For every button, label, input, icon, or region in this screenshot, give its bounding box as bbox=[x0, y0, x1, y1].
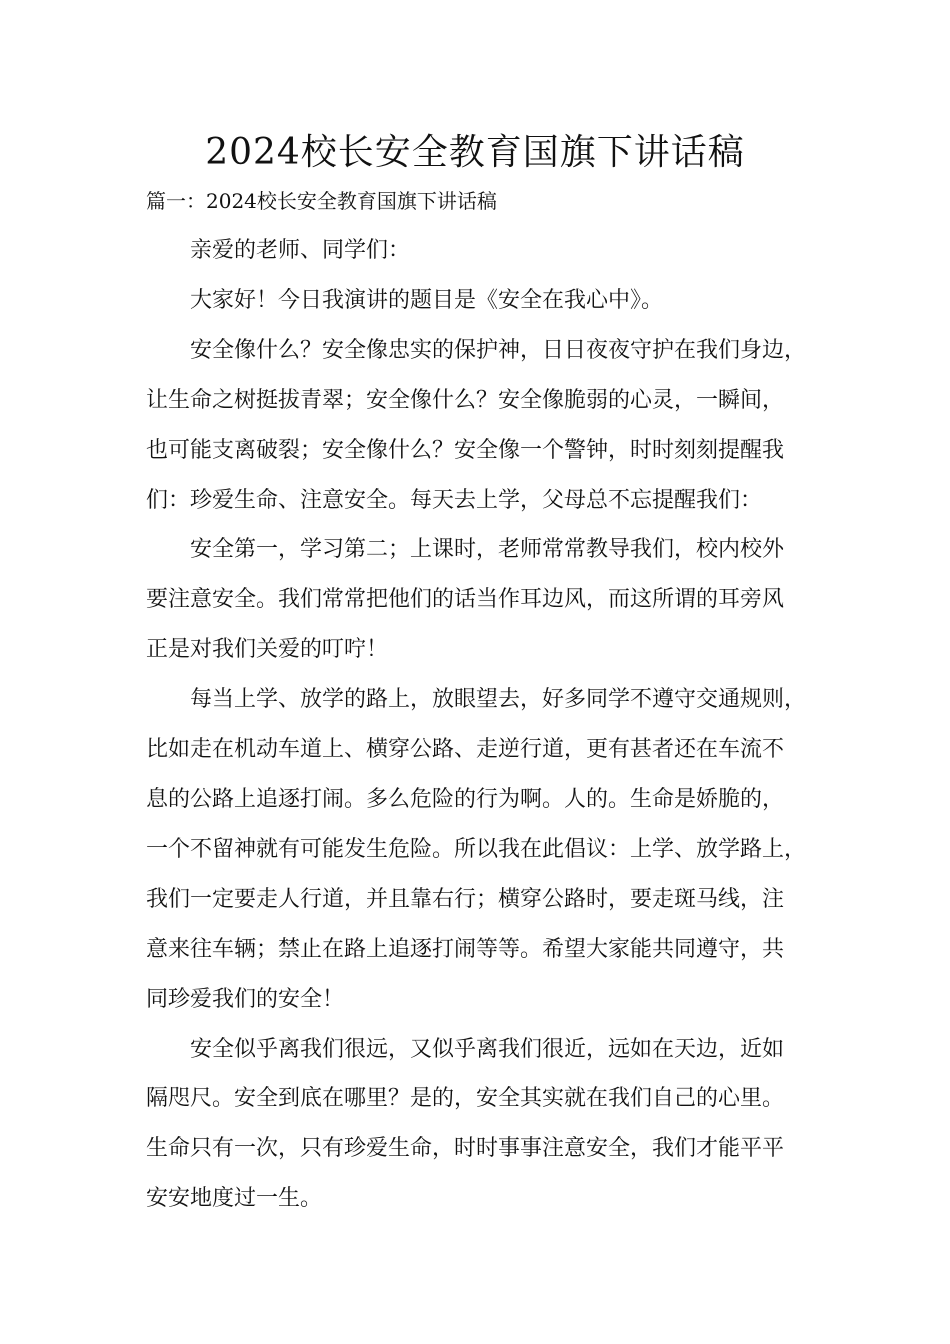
document-title: 2024校长安全教育国旗下讲话稿 bbox=[205, 132, 745, 173]
paragraph-line: 每当上学、放学的路上，放眼望去，好多同学不遵守交通规则， bbox=[190, 687, 807, 713]
paragraph-line: 要注意安全。我们常常把他们的话当作耳边风，而这所谓的耳旁风 bbox=[146, 587, 785, 613]
document-body bbox=[146, 226, 826, 1224]
paragraph-line: 安安地度过一生。 bbox=[146, 1186, 323, 1212]
paragraph-line: 正是对我们关爱的叮咛！ bbox=[146, 637, 389, 663]
paragraph-line: 比如走在机动车道上、横穿公路、走逆行道，更有甚者还在车流不 bbox=[146, 737, 785, 763]
paragraph-line: 我们一定要走人行道，并且靠右行；横穿公路时，要走斑马线，注 bbox=[146, 886, 785, 912]
paragraph-line: 让生命之树挺拔青翠；安全像什么？安全像脆弱的心灵，一瞬间， bbox=[146, 387, 785, 413]
paragraph-greeting bbox=[146, 226, 826, 276]
paragraph-line: 们：珍爱生命、注意安全。每天去上学，父母总不忘提醒我们： bbox=[146, 487, 763, 513]
paragraph-line: 隔咫尺。安全到底在哪里？是的，安全其实就在我们自己的心里。 bbox=[146, 1086, 785, 1112]
paragraph-line: 安全像什么？安全像忠实的保护神，日日夜夜守护在我们身边， bbox=[190, 337, 807, 363]
paragraph-line: 生命只有一次，只有珍爱生命，时时事事注意安全，我们才能平平 bbox=[146, 1136, 785, 1162]
paragraph-line: 大家好！今日我演讲的题目是《安全在我心中》。 bbox=[190, 287, 664, 313]
paragraph-line: 安全第一，学习第二；上课时，老师常常教导我们，校内校外 bbox=[190, 537, 785, 563]
paragraph-intro bbox=[146, 276, 826, 326]
paragraph-line: 亲爱的老师、同学们： bbox=[190, 238, 411, 263]
paragraph-line: 意来往车辆；禁止在路上追逐打闹等等。希望大家能共同遵守，共 bbox=[146, 936, 785, 962]
paragraph-line: 也可能支离破裂；安全像什么？安全像一个警钟，时时刻刻提醒我 bbox=[146, 437, 785, 463]
document-subtitle: 篇一：2024校长安全教育国旗下讲话稿 bbox=[146, 189, 497, 213]
paragraph-what-is-safety bbox=[146, 326, 826, 526]
paragraph-line: 息的公路上追逐打闹。多么危险的行为啊。人的。生命是娇脆的， bbox=[146, 786, 785, 812]
paragraph-conclusion bbox=[146, 1025, 826, 1225]
paragraph-safety-first bbox=[146, 525, 826, 675]
paragraph-line: 一个不留神就有可能发生危险。所以我在此倡议：上学、放学路上， bbox=[146, 836, 807, 862]
paragraph-line: 同珍爱我们的安全！ bbox=[146, 986, 345, 1012]
paragraph-traffic bbox=[146, 675, 826, 1024]
paragraph-line: 安全似乎离我们很远，又似乎离我们很近，远如在天边，近如 bbox=[190, 1036, 785, 1062]
